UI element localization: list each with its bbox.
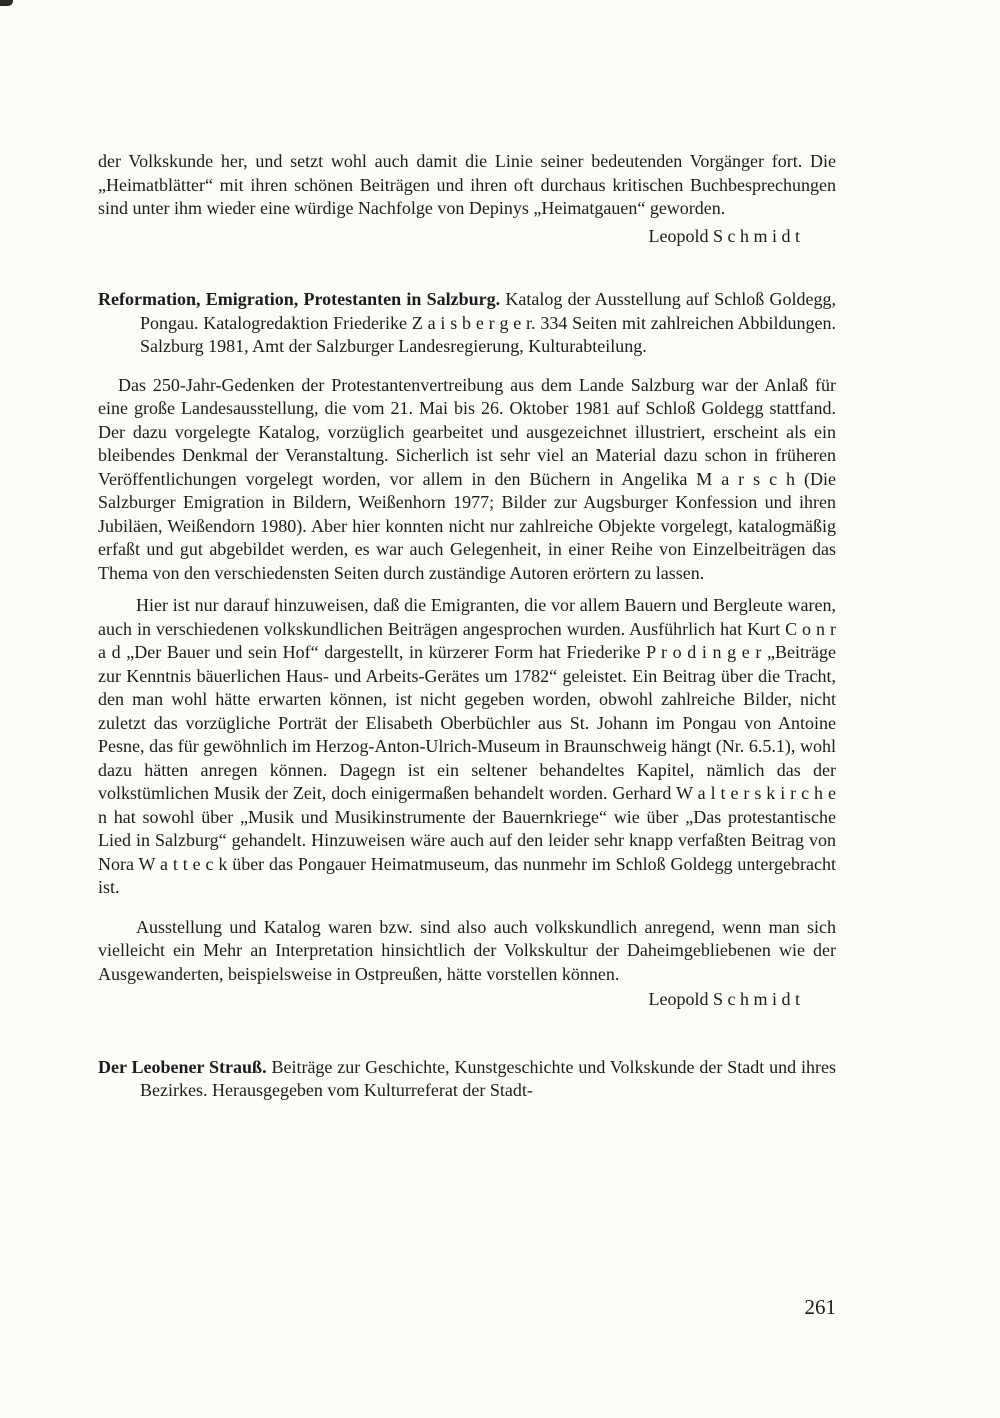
review-entry-salzburg [98, 288, 836, 359]
signature-leopold-schmidt-2: Leopold S c h m i d t [648, 989, 800, 1009]
entry-bibliographic-info-leoben: Beiträge zur Geschichte, Kunstgeschichte und Volkskunde der Stadt und ihres Bezirkes. Herausgegeben vom Kulturreferat der Stadt- [140, 1056, 836, 1100]
review-paragraph-3: Ausstellung und Katalog waren bzw. sind also auch volkskundlich anregend, wenn man sich vielleicht ein Mehr an Interpretation hinsichtlich der Volkskultur der Daheimgebliebenen wie der Ausgewanderten, beispielsweise in Ostpreußen, hätte vorstellen können. [98, 916, 836, 984]
review-paragraph-1: Das 250-Jahr-Gedenken der Protestantenvertreibung aus dem Lande Salzburg war der Anlaß für eine große Landesausstellung, die vom 21. Mai bis 26. Oktober 1981 auf Schloß Goldegg stattfand. Der dazu vorgelegte Katalog, vorzüglich gearbeitet und ausgezeichnet illustriert, erscheint als ein bleibendes Denkmal der Veranstaltung. Sicherlich ist sehr viel an Material dazu schon in früheren Veröffentlichungen vorgelegt worden, vor allem in den Büchern in Angelika M a r s c h (Die Salzburger Emigration in Bildern, Weißenhorn 1977; Bilder zur Augsburger Konfession und ihren Jubiläen, Weißendorn 1980). Aber hier konnten nicht nur zahlreiche Objekte vorgelegt, katalogmäßig erfaßt und gut abgebildet werden, es war auch Gelegenheit, in einer Reihe von Einzelbeiträgen das Thema von den verschiedensten Seiten durch zuständige Autoren erörtern zu lassen. [98, 374, 836, 583]
entry-title-salzburg: Reformation, Emigration, Protestanten in Salzburg. [98, 289, 501, 309]
entry-title-leoben: Der Leobener Strauß. [98, 1056, 267, 1077]
review-paragraph-2: Hier ist nur darauf hinzuweisen, daß die Emigranten, die vor allem Bauern und Bergleute waren, auch in verschiedenen volkskundlichen Beiträgen angesprochen wurden. Ausführlich hat Kurt C o n r a d „Der Bauer und sein Hof“ dargestellt, in kürzerer Form hat Friederike P r o d i n g e r „Beiträge zur Kenntnis bäuerlichen Haus- und Arbeits-Gerätes um 1782“ geleistet. Ein Beitrag über die Tracht, den man wohl hätte erwarten können, ist nicht gegeben worden, obwohl zahlreiche Bilder, nicht zuletzt das vorzügliche Porträt der Elisabeth Oberbüchler aus St. Johann im Pongau von Antoine Pesne, das für gewöhnlich im Herzog-Anton-Ulrich-Museum in Braunschweig hängt (Nr. 6.5.1), wohl dazu hätten anregen können. Dagegn ist ein seltener behandeltes Kapitel, nämlich das der volkstümlichen Musik der Zeit, doch einigermaßen behandelt worden. Gerhard W a l t e r s k i r c h e n hat sowohl über „Musik und Musikinstrumente der Bauernkriege“ wie über „Das protestantische Lied in Salzburg“ gehandelt. Hinzuweisen wäre auch auf den leider sehr knapp verfaßten Beitrag von Nora W a t t e c k über das Pongauer Heimatmuseum, das nunmehr im Schloß Goldegg untergebracht ist. [98, 595, 836, 897]
scan-corner-artifact [0, 0, 13, 6]
text-block [98, 150, 836, 1103]
entry-bibliographic-info-salzburg: Katalog der Ausstellung auf Schloß Goldegg, Pongau. Katalogredaktion Friederike Z a i s b e r g e r. 334 Seiten mit zahlreichen Abbildungen. Salzburg 1981, Amt der Salzburger Landesregierung, Kulturabteilung. [140, 289, 836, 356]
review-entry-leoben [98, 1056, 836, 1103]
signature-leopold-schmidt-1: Leopold S c h m i d t [648, 225, 800, 246]
page-number: 261 [804, 1295, 836, 1319]
paragraph-continuation: der Volkskunde her, und setzt wohl auch damit die Linie seiner bedeutenden Vorgänger fort. Die „Heimatblätter“ mit ihren schönen Beiträgen und ihren oft durchaus kritischen Buchbesprechungen sind unter ihm wieder eine würdige Nachfolge von Depinys „Heimatgauen“ geworden. [98, 151, 836, 218]
